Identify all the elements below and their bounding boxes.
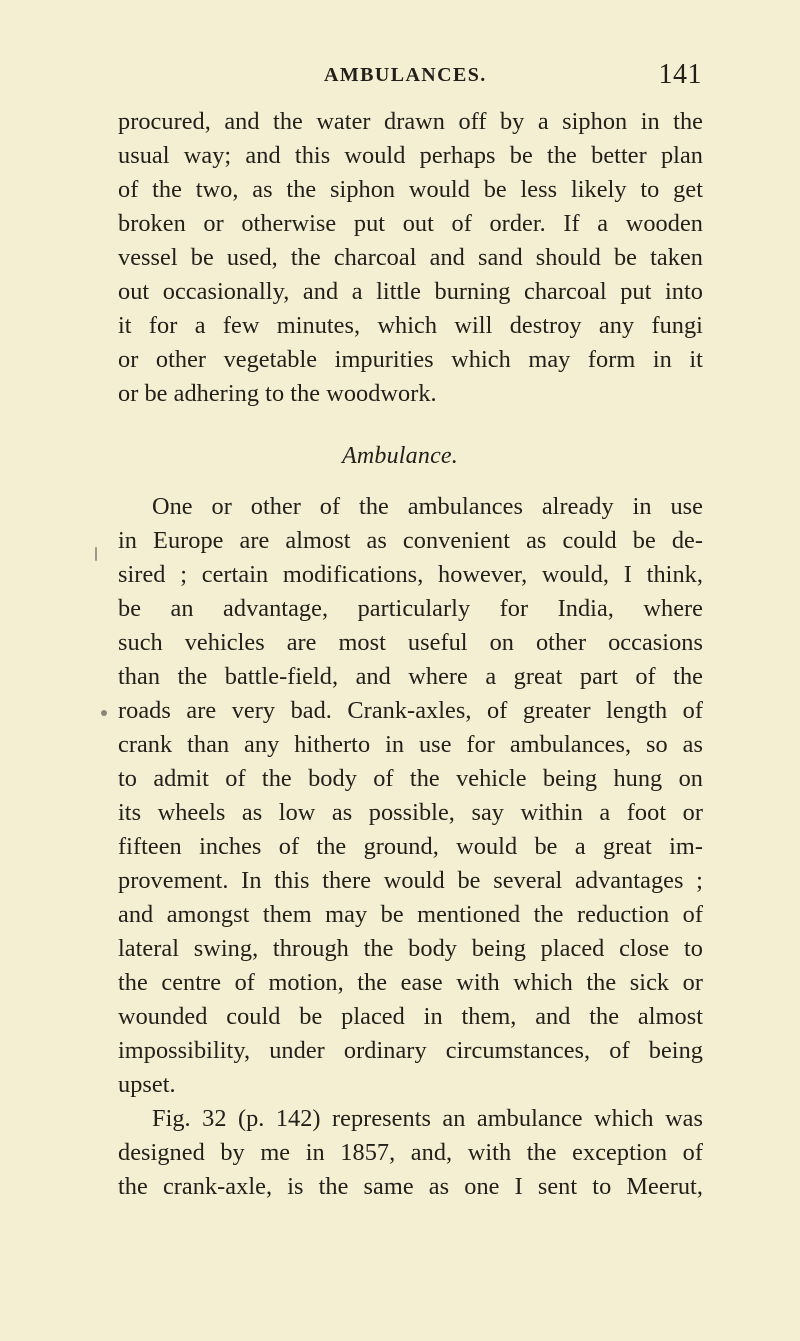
margin-tick xyxy=(95,547,97,561)
text-line: or be adhering to the woodwork. xyxy=(118,380,437,407)
text-line: impossibility, under ordinary circumstances, of being xyxy=(118,1037,703,1064)
text-line: sired ; certain modifications, however, would, I think, xyxy=(118,561,703,588)
text-line: usual way; and this would perhaps be the better plan xyxy=(118,142,703,169)
text-line: the centre of motion, the ease with which the sick or xyxy=(118,969,703,996)
text-line: and amongst them may be mentioned the reduction of xyxy=(118,901,703,928)
header-title: AMBULANCES. xyxy=(324,64,487,86)
text-line: vessel be used, the charcoal and sand should be taken xyxy=(118,244,703,271)
text-line: its wheels as low as possible, say within a foot or xyxy=(118,799,703,826)
text-line: or other vegetable impurities which may form in it xyxy=(118,346,703,373)
margin-blot xyxy=(101,710,107,716)
text-line: it for a few minutes, which will destroy any fungi xyxy=(118,312,703,339)
text-line: out occasionally, and a little burning charcoal put into xyxy=(118,278,703,305)
text-line: Fig. 32 (p. 142) represents an ambulance which was xyxy=(152,1105,703,1132)
text-line: One or other of the ambulances already in use xyxy=(152,493,703,520)
text-line: wounded could be placed in them, and the almost xyxy=(118,1003,703,1030)
text-line: the crank-axle, is the same as one I sent to Meerut, xyxy=(118,1173,703,1200)
text-line: than the battle-field, and where a great part of the xyxy=(118,663,703,690)
text-line: fifteen inches of the ground, would be a great im- xyxy=(118,833,703,860)
text-line: roads are very bad. Crank-axles, of greater length of xyxy=(118,697,703,724)
running-head xyxy=(120,58,702,92)
section-heading: Ambulance. xyxy=(342,443,458,469)
text-line: be an advantage, particularly for India, where xyxy=(118,595,703,622)
text-line: in Europe are almost as convenient as could be de- xyxy=(118,527,703,554)
text-line: lateral swing, through the body being placed close to xyxy=(118,935,703,962)
text-line: broken or otherwise put out of order. If a wooden xyxy=(118,210,703,237)
text-line: crank than any hitherto in use for ambulances, so as xyxy=(118,731,703,758)
text-line: of the two, as the siphon would be less likely to get xyxy=(118,176,703,203)
text-line: such vehicles are most useful on other occasions xyxy=(118,629,703,656)
text-line: to admit of the body of the vehicle being hung on xyxy=(118,765,703,792)
text-line: provement. In this there would be several advantages ; xyxy=(118,867,703,894)
text-line: procured, and the water drawn off by a siphon in the xyxy=(118,108,703,135)
text-line: upset. xyxy=(118,1071,176,1098)
page-number: 141 xyxy=(658,59,702,90)
text-line: designed by me in 1857, and, with the exception of xyxy=(118,1139,703,1166)
